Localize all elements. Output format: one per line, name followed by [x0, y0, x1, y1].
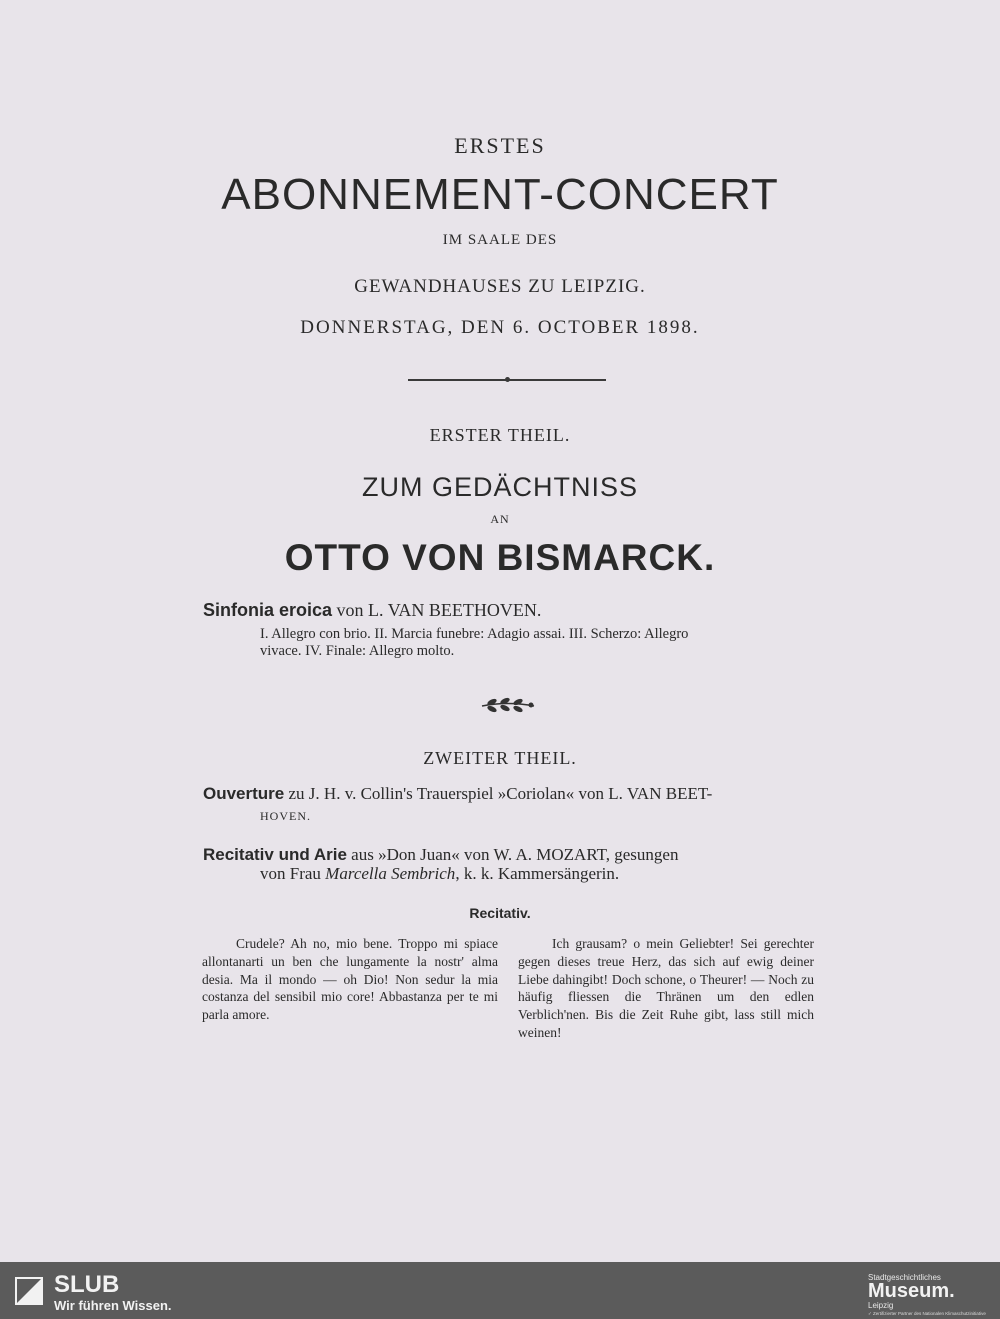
venue-line-2: GEWANDHAUSES ZU LEIPZIG. [354, 276, 646, 297]
work-description: aus »Don Juan« von W. A. MOZART, gesungen [346, 845, 679, 864]
museum-prefix: Stadtgeschichtliches [868, 1273, 941, 1282]
work-recitativ-cont: von Frau Marcella Sembrich, k. k. Kammersängerin. [260, 864, 620, 883]
work-title: Ouverture [203, 784, 285, 803]
slub-name: SLUB [54, 1271, 120, 1298]
work-title: Sinfonia eroica [203, 600, 333, 620]
slub-logo-icon [14, 1276, 44, 1306]
slub-tagline: Wir führen Wissen. [54, 1298, 172, 1313]
memorial-heading: ZUM GEDÄCHTNISS [361, 472, 638, 502]
venue-line-1: IM SAALE DES [442, 232, 558, 248]
concert-ordinal: ERSTES [454, 133, 546, 158]
work-recitativ-arie [203, 845, 678, 865]
concert-date: DONNERSTAG, DEN 6. OCTOBER 1898. [300, 317, 700, 338]
german-text-column: Ich grausam? o mein Geliebter! Sei gerechter gegen dieses treue Herz, das sich auf ewig deiner Liebe dahingibt! Doch schone, o Theurer! — Noch zu häufig fliessen die Thränen um den edlen Verblich'nen. Bis die Zeit Ruhe gibt, lass still mich weinen! [518, 936, 814, 1040]
singer-name: Marcella Sembrich [325, 864, 456, 883]
italian-text-column: Crudele? Ah no, mio bene. Troppo mi spiace allontanarti un ben che lungamente la nostr' alma desia. Ma il mondo — oh Dio! Non sedur la mia costanza del sensibil mio core! Abbastanza per te mi parla amore. [202, 936, 498, 1023]
movements-line-1: I. Allegro con brio. II. Marcia funebre: Adagio assai. III. Scherzo: Allegro [260, 626, 689, 642]
divider-dot [505, 377, 510, 382]
work-title: Recitativ und Arie [203, 845, 347, 864]
concert-title: ABONNEMENT-CONCERT [221, 170, 779, 219]
memorial-an: AN [490, 512, 510, 526]
movements-line-2: vivace. IV. Finale: Allegro molto. [260, 643, 455, 659]
museum-note: ✓ Zertifizierter Partner des Nationalen Klimaschutzinitiative [868, 1311, 986, 1316]
recitativ-heading: Recitativ. [469, 905, 531, 921]
honoree-name: OTTO VON BISMARCK. [284, 537, 716, 578]
part-one-heading: ERSTER THEIL. [429, 425, 571, 445]
part-two-heading: ZWEITER THEIL. [423, 748, 577, 768]
leaf-ornament-icon [478, 695, 538, 715]
museum-name: Museum. [868, 1280, 955, 1302]
museum-city: Leipzig [868, 1301, 894, 1310]
work-composer: von L. VAN BEETHOVEN. [332, 600, 542, 620]
work-description: zu J. H. v. Collin's Trauerspiel »Coriolan« von L. VAN BEET- [284, 784, 713, 803]
work-ouverture [203, 784, 712, 804]
work-ouverture-cont: HOVEN. [260, 809, 311, 823]
work-sinfonia-eroica [203, 600, 541, 621]
